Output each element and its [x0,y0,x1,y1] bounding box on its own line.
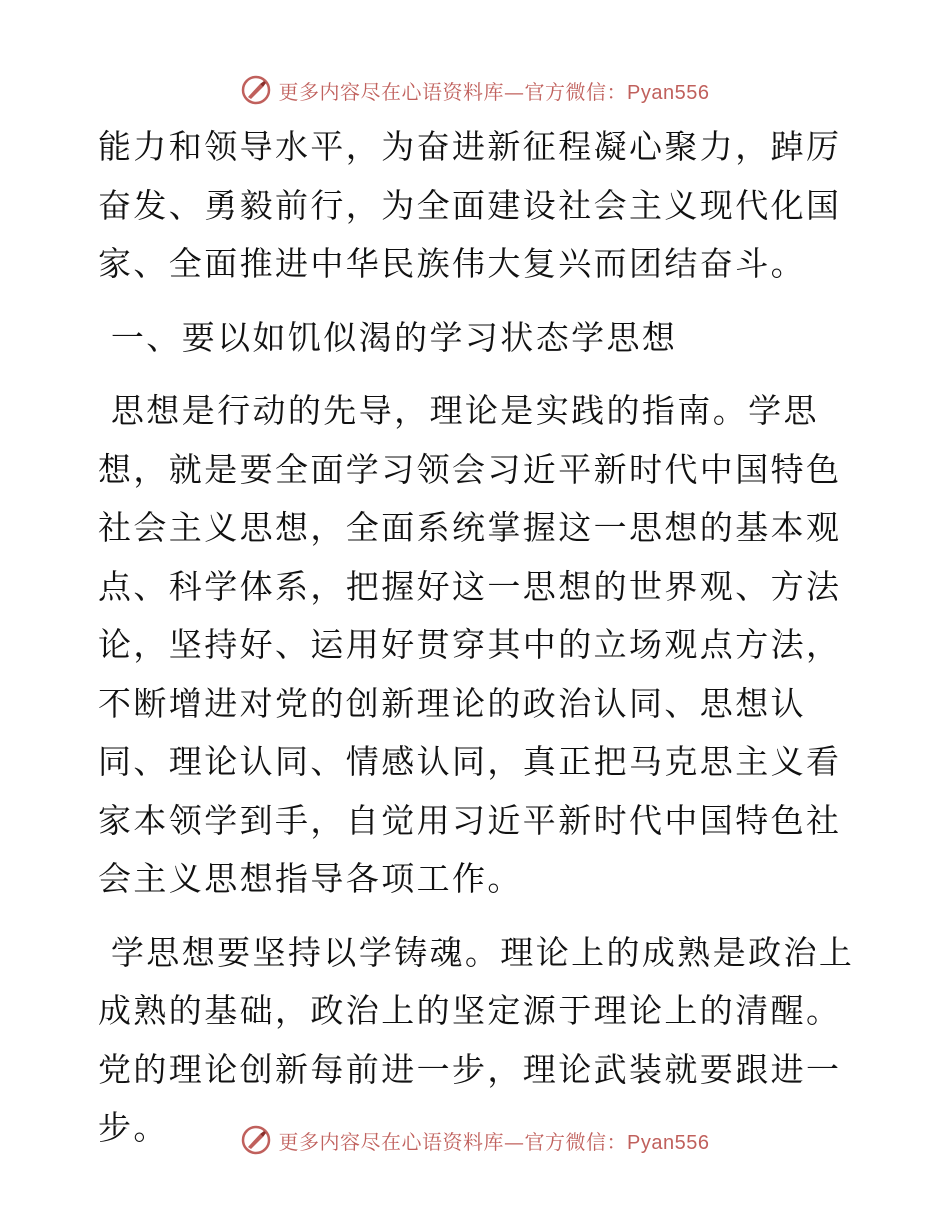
paragraph-learning-soul: 学思想要坚持以学铸魂。理论上的成熟是政治上成熟的基础，政治上的坚定源于理论上的清醒。党的理论创新每前进一步，理论武装就要跟进一步。 [98,932,855,1147]
watermark-text: 更多内容尽在心语资料库—官方微信：Pyan556 [278,1129,710,1154]
watermark-banner-top [0,70,950,110]
paragraph-thought-guide: 思想是行动的先导，理论是实践的指南。学思想，就是要全面学习领会习近平新时代中国特色社会主义思想，全面系统掌握这一思想的基本观点、科学体系，把握好这一思想的世界观、方法论，坚持好、运用好贯穿其中的立场观点方法，不断增进对党的创新理论的政治认同、思想认同、理论认同、情感认同，真正把马克思主义看家本领学到手，自觉用习近平新时代中国特色社会主义思想指导各项工作。 [98,391,842,898]
watermark-banner-bottom [0,1120,950,1160]
pen-logo-icon [241,1125,271,1155]
paragraph-intro-continuation: 能力和领导水平，为奋进新征程凝心聚力，踔厉奋发、勇毅前行，为全面建设社会主义现代化国家、全面推进中华民族伟大复兴而团结奋斗。 [98,127,842,283]
document-body [98,118,858,1158]
section-heading: 一、要以如饥似渴的学习状态学思想 [98,317,678,357]
watermark-text: 更多内容尽在心语资料库—官方微信：Pyan556 [278,79,710,104]
pen-logo-icon [241,75,271,105]
